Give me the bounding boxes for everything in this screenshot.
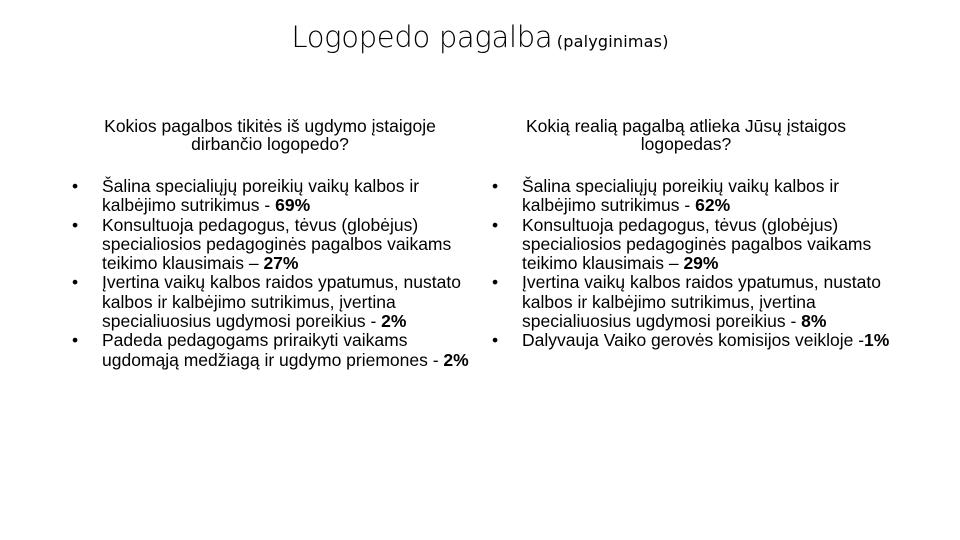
list-item-percent: 8% (801, 311, 827, 332)
bullet-icon: • (492, 330, 499, 351)
list-item (492, 177, 892, 216)
list-item (492, 331, 892, 350)
list-item-percent: 2% (443, 349, 469, 370)
slide-title-main: Logopedo pagalba (291, 20, 553, 54)
bullet-icon: • (72, 176, 79, 196)
list-item (72, 273, 472, 331)
slide-title (0, 20, 960, 54)
list-item-percent: 27% (263, 253, 299, 274)
bullet-icon: • (492, 214, 499, 235)
left-column-heading: Kokios pagalbos tikitės iš ugdymo įstaigoje dirbančio logopedo? (104, 116, 436, 154)
list-item-text: Padeda pedagogams priraikyti vaikams ugdomąją medžiagą ir ugdymo priemones - (102, 330, 444, 370)
list-item-text: Šalina specialiųjų poreikių vaikų kalbos ir kalbėjimo sutrikimus - (102, 176, 420, 216)
list-item-text: Šalina specialiųjų poreikių vaikų kalbos ir kalbėjimo sutrikimus - (522, 176, 840, 216)
list-item-percent: 69% (275, 195, 311, 216)
list-item-text: Įvertina vaikų kalbos raidos ypatumus, nustato kalbos ir kalbėjimo sutrikimus, įvertina specialiuosius ugdymosi poreikius - (522, 272, 881, 332)
list-item (72, 177, 472, 216)
left-column (72, 117, 472, 370)
bullet-icon: • (492, 176, 499, 196)
bullet-icon: • (72, 330, 79, 351)
list-item-percent: 1% (864, 330, 890, 351)
list-item-text: Įvertina vaikų kalbos raidos ypatumus, nustato kalbos ir kalbėjimo sutrikimus, įvertina specialiuosius ugdymosi poreikius - (102, 272, 461, 332)
list-item-percent: 2% (381, 311, 407, 332)
list-item (492, 273, 892, 331)
right-bullet-list (492, 177, 892, 351)
list-item-text: Konsultuoja pedagogus, tėvus (globėjus) specialiosios pedagoginės pagalbos vaikams teikimo klausimais – (102, 214, 452, 274)
list-item (72, 331, 472, 370)
bullet-icon: • (72, 272, 79, 293)
list-item (72, 216, 472, 274)
right-column (492, 117, 892, 351)
right-column-heading: Kokią realią pagalbą atlieka Jūsų įstaigos logopedas? (525, 116, 847, 154)
list-item-text: Konsultuoja pedagogus, tėvus (globėjus) specialiosios pedagoginės pagalbos vaikams teikimo klausimais – (522, 214, 872, 274)
bullet-icon: • (492, 272, 499, 293)
list-item-percent: 62% (695, 195, 731, 216)
left-bullet-list (72, 177, 472, 370)
list-item-text: Dalyvauja Vaiko gerovės komisijos veikloje - (522, 330, 865, 351)
bullet-icon: • (72, 214, 79, 235)
list-item-percent: 29% (683, 253, 719, 274)
slide-title-subtitle: (palyginimas) (556, 32, 669, 51)
list-item (492, 216, 892, 274)
